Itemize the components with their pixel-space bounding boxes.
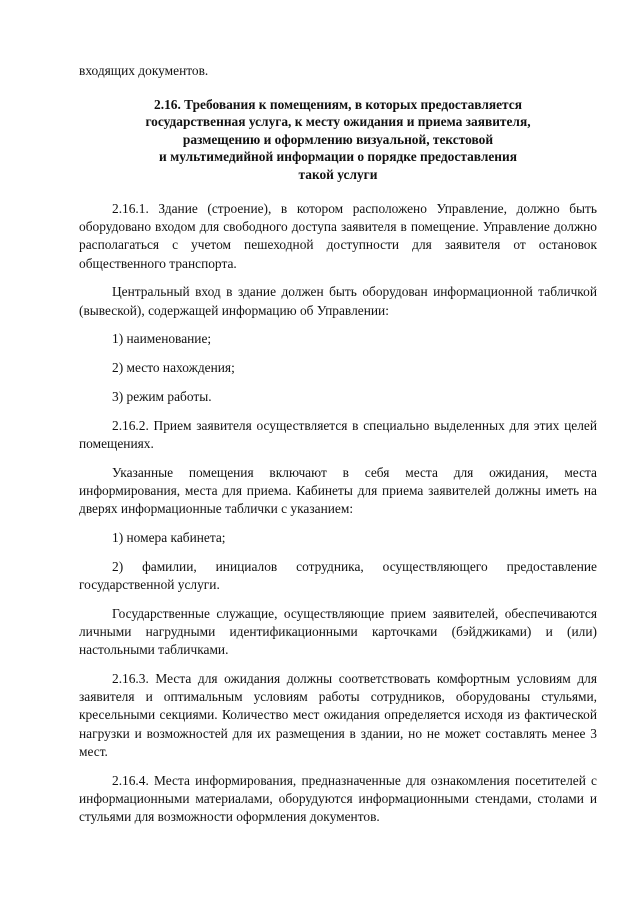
heading-line: государственная услуга, к месту ожидания и приема заявителя, [145, 114, 531, 130]
paragraph-central-entrance: Центральный вход в здание должен быть оборудован информационной табличкой (вывеской), содержащей информацию об Управлении: [79, 284, 597, 318]
paragraph-premises: Указанные помещения включают в себя места для ожидания, места информирования, места для приема. Кабинеты для приема заявителей должны иметь на дверях информационные таблички с указанием: [79, 464, 597, 517]
paragraph-2-16-2: 2.16.2. Прием заявителя осуществляется в специально выделенных для этих целей помещениях. [79, 417, 597, 451]
heading-line: такой услуги [298, 166, 378, 182]
heading-line: размещению и оформлению визуальной, текстовой [182, 131, 494, 147]
document-body [79, 200, 597, 837]
list-item: 3) режим работы. [112, 389, 212, 404]
heading-line: и мультимедийной информации о порядке предоставления [159, 149, 517, 165]
heading-line: 2.16. Требования к помещениям, в которых предоставляется [154, 97, 522, 112]
continuation-text: входящих документов. [79, 63, 209, 78]
list-item: 1) наименование; [112, 331, 212, 347]
paragraph-2-16-4: 2.16.4. Места информирования, предназначенные для ознакомления посетителей с информационными материалами, оборудуются информационными стендами, столами и стульями для возможности оформления документов. [79, 772, 597, 825]
paragraph-civil-servants: Государственные служащие, осуществляющие прием заявителей, обеспечиваются личными нагрудными идентификационными карточками (бэйджиками) и (или) настольными табличками. [79, 605, 597, 658]
list-item: 2) место нахождения; [112, 360, 235, 376]
list-item: 1) номера кабинета; [112, 530, 226, 545]
section-heading [79, 96, 597, 183]
paragraph-2-16-1: 2.16.1. Здание (строение), в котором расположено Управление, должно быть оборудовано входом для свободного доступа заявителя в помещение. Управление должно располагаться с учетом пешеходной доступности для заявителя от остановок общественного транспорта. [79, 201, 597, 271]
paragraph-2-16-3: 2.16.3. Места для ожидания должны соответствовать комфортным условиям для заявителя и оптимальным условиям работы сотрудников, оборудованы стульями, кресельными секциями. Количество мест ожидания определяется исходя из фактической нагрузки и возможностей для их размещения в здании, но не может составлять менее 3 мест. [79, 671, 597, 759]
list-item: 2) фамилии, инициалов сотрудника, осуществляющего предоставление государственной услуги. [79, 558, 597, 592]
